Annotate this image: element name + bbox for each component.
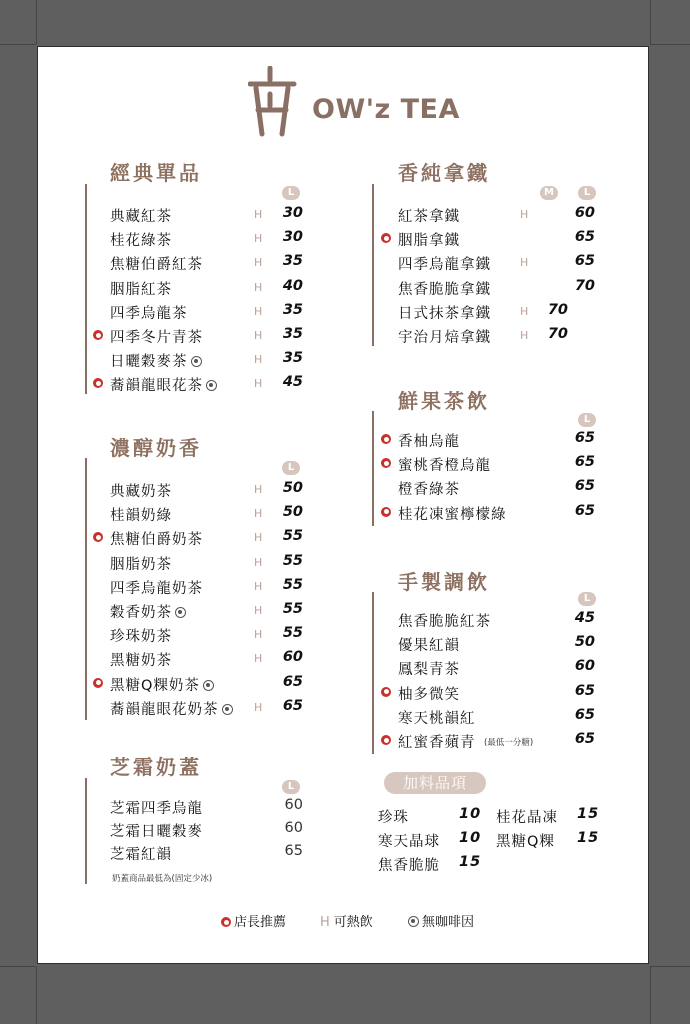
crop-mark	[36, 967, 37, 1024]
menu-item-name: 黑糖Q粿奶茶	[110, 674, 214, 695]
hot-icon: H	[254, 256, 263, 270]
hot-icon: H	[254, 555, 263, 569]
size-large-label: L	[282, 186, 300, 200]
menu-item-name: 日曬穀麥茶	[110, 350, 202, 371]
hot-icon: H	[254, 377, 263, 391]
menu-item-price: 70	[547, 301, 568, 318]
brand-name: OW'z TEA	[312, 94, 460, 125]
recommend-icon	[93, 330, 103, 340]
menu-item-price: 60	[284, 797, 303, 813]
hot-icon: H	[520, 208, 529, 221]
size-large-label: L	[578, 592, 596, 606]
menu-item-price: 55	[282, 552, 303, 569]
menu-item-price: 65	[574, 502, 595, 519]
legend-hot	[320, 911, 373, 930]
menu-item-name: 優果紅韻	[398, 638, 460, 655]
menu-item-name: 胭脂紅茶	[110, 281, 172, 298]
addon-price: 15	[577, 830, 600, 846]
legend-no-caffeine-label: 無咖啡因	[422, 915, 475, 930]
menu-item-price: 65	[284, 843, 303, 859]
menu-item	[398, 503, 598, 527]
cheese-foam-note: 奶蓋商品最低為(固定少冰)	[112, 874, 213, 884]
menu-item-price: 30	[282, 229, 303, 246]
hot-icon: H	[254, 531, 263, 545]
menu-item-name: 桂花綠茶	[110, 233, 172, 250]
size-large-label: L	[578, 413, 596, 427]
menu-item-price: 70	[574, 277, 595, 294]
menu-item-price: 35	[282, 326, 303, 342]
addon-price: 10	[459, 806, 482, 822]
hot-icon: H	[254, 700, 263, 714]
size-large-label: L	[578, 186, 596, 200]
menu-item	[110, 820, 310, 844]
menu-item	[398, 478, 598, 502]
section-divider	[85, 184, 87, 394]
menu-item-name: 柚多微笑	[398, 686, 460, 703]
hot-icon: H	[254, 652, 263, 666]
addon-item	[496, 806, 600, 827]
menu-item	[110, 350, 310, 374]
hot-icon: H	[254, 232, 263, 246]
menu-item	[110, 553, 310, 577]
no-caffeine-icon	[175, 607, 186, 618]
addon-item	[496, 830, 600, 851]
menu-item	[398, 326, 598, 350]
menu-item	[398, 707, 598, 731]
menu-item-name: 珍珠奶茶	[110, 629, 172, 646]
menu-item	[398, 610, 598, 634]
menu-item	[110, 302, 310, 326]
menu-item-name: 桂韻奶綠	[110, 508, 172, 525]
menu-item	[110, 649, 310, 673]
addon-name: 珍珠	[378, 810, 409, 826]
menu-item	[398, 302, 598, 326]
recommend-icon	[381, 735, 391, 745]
crop-mark	[0, 966, 36, 967]
addon-item	[378, 830, 482, 851]
no-caffeine-icon	[191, 356, 202, 367]
section-divider	[372, 592, 374, 754]
menu-item-name: 寒天桃韻紅	[398, 710, 476, 727]
menu-item-name: 香柚烏龍	[398, 434, 460, 450]
hot-icon: H	[254, 329, 263, 342]
menu-item-name: 宇治月焙拿鐵	[398, 330, 491, 346]
menu-item-price: 55	[282, 625, 303, 642]
menu-item-price: 35	[282, 253, 303, 270]
section-title: 濃醇奶香	[110, 436, 202, 460]
addon-price: 15	[459, 854, 482, 870]
menu-item-price: 55	[282, 576, 303, 593]
menu-item	[398, 683, 598, 707]
menu-item-price: 65	[574, 478, 595, 495]
menu-item-price: 35	[282, 350, 303, 367]
hot-icon: H	[254, 628, 263, 642]
menu-item	[110, 625, 310, 649]
menu-item-name: 鳳梨青茶	[398, 662, 460, 679]
menu-item-name: 蕎韻龍眼花奶茶	[110, 698, 233, 719]
menu-item-price: 65	[574, 682, 595, 699]
menu-item-price: 55	[282, 601, 303, 617]
crop-mark	[650, 44, 690, 45]
menu-item-price: 45	[282, 374, 303, 391]
menu-item-name: 紅茶拿鐵	[398, 209, 460, 225]
menu-item-price: 70	[547, 326, 568, 342]
size-large-label: L	[282, 461, 300, 475]
menu-item-name: 芝霜日曬穀麥	[110, 824, 203, 840]
hot-icon: H	[254, 353, 263, 367]
menu-item-price: 60	[284, 820, 303, 836]
menu-item	[398, 658, 598, 682]
menu-item-name: 四季烏龍拿鐵	[398, 257, 491, 274]
menu-item	[398, 731, 598, 755]
addon-price: 10	[459, 830, 482, 846]
menu-item	[110, 504, 310, 528]
menu-item-name: 胭脂拿鐵	[398, 233, 460, 250]
section-divider	[372, 184, 374, 346]
section-title: 手製調飲	[398, 570, 490, 594]
hot-icon: H	[520, 304, 529, 318]
recommend-icon	[93, 678, 103, 688]
menu-item-note: (最低一分糖)	[484, 738, 534, 748]
menu-item	[398, 253, 598, 277]
menu-item-name: 典藏奶茶	[110, 484, 172, 500]
menu-item	[398, 278, 598, 302]
recommend-icon	[381, 507, 391, 517]
legend-recommend-label: 店長推薦	[234, 915, 287, 930]
menu-item-price: 65	[574, 253, 595, 270]
legend-recommend	[221, 911, 286, 930]
hot-icon: H	[254, 579, 263, 593]
menu-item-price: 50	[574, 634, 595, 651]
addon-item	[378, 806, 482, 827]
menu-item	[110, 374, 310, 398]
section-title: 經典單品	[110, 161, 202, 185]
menu-item-price: 50	[282, 480, 303, 496]
legend-no-caffeine	[408, 911, 474, 930]
addon-name: 寒天晶球	[378, 834, 440, 850]
menu-item-price: 30	[282, 205, 303, 221]
hot-icon: H	[520, 256, 529, 270]
crop-mark	[36, 0, 37, 44]
menu-item-name: 胭脂奶茶	[110, 556, 172, 573]
menu-item-price: 65	[282, 697, 303, 714]
menu-item-name: 焦香脆脆拿鐵	[398, 281, 491, 298]
addons-title: 加料品項	[384, 772, 486, 794]
recommend-icon	[381, 434, 391, 444]
menu-item-price: 35	[282, 301, 303, 318]
menu-item	[110, 674, 310, 698]
menu-item-price: 65	[574, 731, 595, 747]
hot-icon: H	[254, 483, 263, 496]
addon-name: 黑糖Q粿	[496, 834, 555, 850]
menu-item-price: 60	[282, 649, 303, 666]
menu-item	[110, 601, 310, 625]
menu-item-price: 65	[574, 706, 595, 723]
hot-icon: H	[254, 604, 263, 617]
addon-price: 15	[577, 806, 600, 822]
menu-item	[110, 698, 310, 722]
addon-name: 桂花晶凍	[496, 810, 558, 826]
menu-item-name: 蜜桃香橙烏龍	[398, 458, 491, 475]
hot-icon: H	[520, 329, 529, 342]
menu-item	[110, 278, 310, 302]
menu-item-price: 55	[282, 528, 303, 545]
recommend-icon	[221, 917, 231, 927]
menu-item-price: 50	[282, 504, 303, 521]
menu-item-price: 65	[574, 229, 595, 246]
menu-item-price: 65	[574, 430, 595, 446]
size-medium-label: M	[540, 186, 558, 200]
section-divider	[372, 411, 374, 526]
hot-icon: H	[254, 208, 263, 221]
menu-item-name: 焦糖伯爵紅茶	[110, 257, 203, 274]
no-caffeine-icon	[222, 704, 233, 715]
section-divider	[85, 458, 87, 720]
menu-item-name: 穀香奶茶	[110, 601, 186, 622]
menu-item-name: 日式抹茶拿鐵	[398, 305, 491, 322]
crop-mark	[650, 966, 690, 967]
addon-name: 焦香脆脆	[378, 858, 440, 874]
menu-item	[110, 253, 310, 277]
menu-item-name: 四季烏龍茶	[110, 305, 188, 322]
hot-icon: H	[254, 507, 263, 521]
menu-item-name: 四季冬片青茶	[110, 330, 203, 346]
menu-item-name: 芝霜紅韻	[110, 847, 172, 863]
menu-item	[110, 229, 310, 253]
menu-item-price: 65	[574, 454, 595, 471]
menu-item-name: 黑糖奶茶	[110, 653, 172, 670]
section-title: 芝霜奶蓋	[110, 755, 202, 779]
menu-item-price: 60	[574, 205, 595, 221]
menu-item-name: 焦糖伯爵奶茶	[110, 532, 203, 549]
menu-item	[398, 634, 598, 658]
menu-item-price: 45	[574, 610, 595, 626]
no-caffeine-icon	[203, 680, 214, 691]
menu-item-price: 60	[574, 658, 595, 675]
menu-item-name: 桂花凍蜜檸檬綠	[398, 506, 507, 523]
menu-item	[110, 843, 310, 867]
menu-item-name: 四季烏龍奶茶	[110, 580, 203, 597]
menu-item	[110, 577, 310, 601]
section-title: 鮮果茶飲	[398, 389, 490, 413]
no-caffeine-icon	[206, 380, 217, 391]
hot-icon: H	[320, 915, 330, 930]
legend-hot-label: 可熱飲	[333, 915, 373, 930]
menu-item	[110, 326, 310, 350]
menu-item	[398, 454, 598, 478]
menu-item	[398, 229, 598, 253]
menu-item	[110, 480, 310, 504]
recommend-icon	[381, 687, 391, 697]
menu-item	[398, 430, 598, 454]
menu-item-name: 焦香脆脆紅茶	[398, 614, 491, 630]
menu-item	[110, 205, 310, 229]
menu-item-name: 典藏紅茶	[110, 209, 172, 225]
menu-item-name: 蕎韻龍眼花茶	[110, 374, 217, 395]
menu-item	[110, 528, 310, 552]
menu-item-price: 40	[282, 277, 303, 294]
crop-mark	[0, 44, 36, 45]
crop-mark	[650, 0, 651, 44]
addon-item	[378, 854, 482, 875]
hot-icon: H	[254, 304, 263, 318]
menu-item-name: 芝霜四季烏龍	[110, 801, 203, 817]
menu-item-price: 65	[282, 673, 303, 690]
menu-item-name: 紅蜜香蘋青	[398, 735, 476, 751]
menu-item	[398, 205, 598, 229]
menu-item	[110, 797, 310, 821]
menu-item-name: 橙香綠茶	[398, 482, 460, 499]
section-title: 香純拿鐵	[398, 161, 490, 185]
section-divider	[85, 778, 87, 884]
hot-icon: H	[254, 280, 263, 294]
no-caffeine-icon	[408, 916, 419, 927]
size-large-label: L	[282, 780, 300, 794]
crop-mark	[650, 967, 651, 1024]
